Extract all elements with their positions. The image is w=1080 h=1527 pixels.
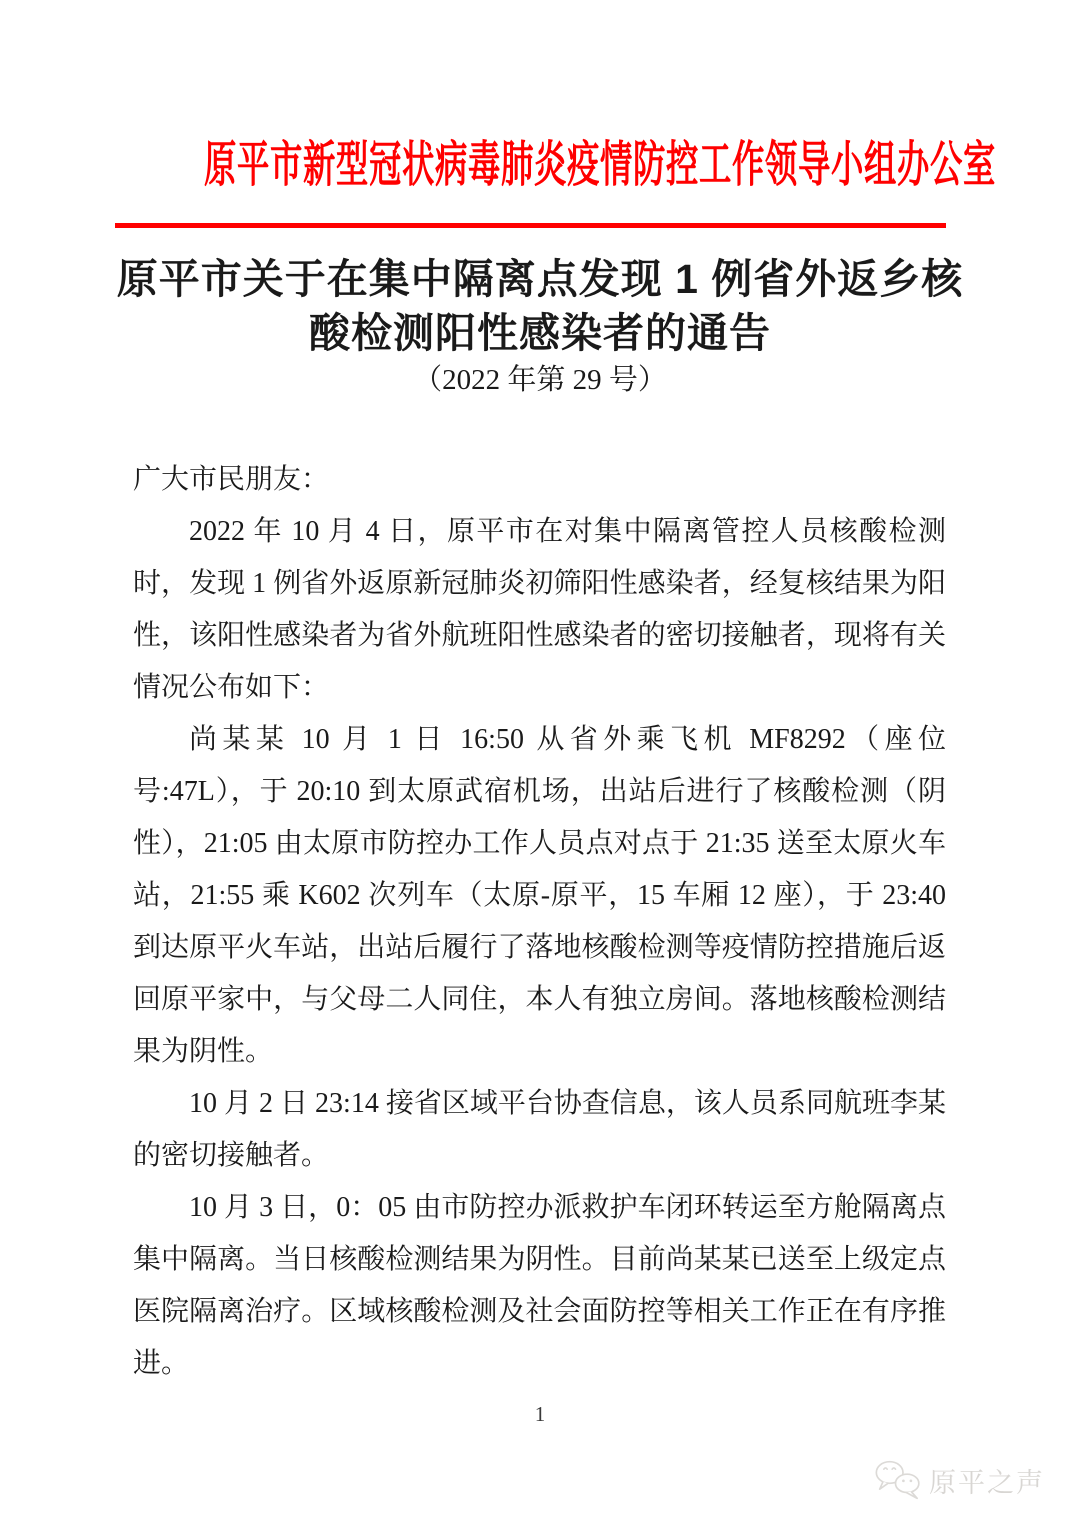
- document-body: [133, 454, 946, 1390]
- body-paragraph: 2022 年 10 月 4 日，原平市在对集中隔离管控人员核酸检测时，发现 1 例省外返原新冠肺炎初筛阳性感染者，经复核结果为阳性，该阳性感染者为省外航班阳性感染者的密切接触者，现将有关情况公布如下：: [133, 516, 946, 703]
- body-paragraph: 10 月 3 日，0：05 由市防控办派救护车闭环转运至方舱隔离点集中隔离。当日核酸检测结果为阴性。目前尚某某已送至上级定点医院隔离治疗。区域核酸检测及社会面防控等相关工作正在有序推进。: [133, 1192, 946, 1379]
- issuing-office-name: 原平市新型冠状病毒肺炎疫情防控工作领导小组办公室: [204, 138, 997, 192]
- salutation: 广大市民朋友：: [133, 464, 330, 495]
- watermark-text: 原平之声: [929, 1467, 1045, 1498]
- document-title: [0, 252, 1080, 360]
- wechat-chat-bubbles-icon: [873, 1458, 923, 1502]
- page-number: 1: [534, 1402, 546, 1426]
- watermark: [873, 1456, 1045, 1504]
- issuing-office-header: [0, 136, 1080, 194]
- body-paragraph: 尚某某 10 月 1 日 16:50 从省外乘飞机 MF8292（座位号:47L），于 20:10 到太原武宿机场，出站后进行了核酸检测（阴性），21:05 由太原市防控办工作人员点对点于 21:35 送至太原火车站，21:55 乘 K602 次列车（太原-原平，15 车厢 12 座），于 23:40 到达原平火车站，出站后履行了落地核酸检测等疫情防控措施后返回原平家中，与父母二人同住，本人有独立房间。落地核酸检测结果为阴性。: [133, 724, 946, 1067]
- document-title-line-2: 酸检测阳性感染者的通告: [309, 310, 771, 356]
- body-paragraph: 10 月 2 日 23:14 接省区域平台协查信息，该人员系同航班李某的密切接触者。: [133, 1088, 946, 1171]
- document-title-line-1: 原平市关于在集中隔离点发现 1 例省外返乡核: [116, 256, 964, 302]
- document-number: （2022 年第 29 号）: [413, 364, 667, 396]
- header-divider-rule: [115, 223, 946, 228]
